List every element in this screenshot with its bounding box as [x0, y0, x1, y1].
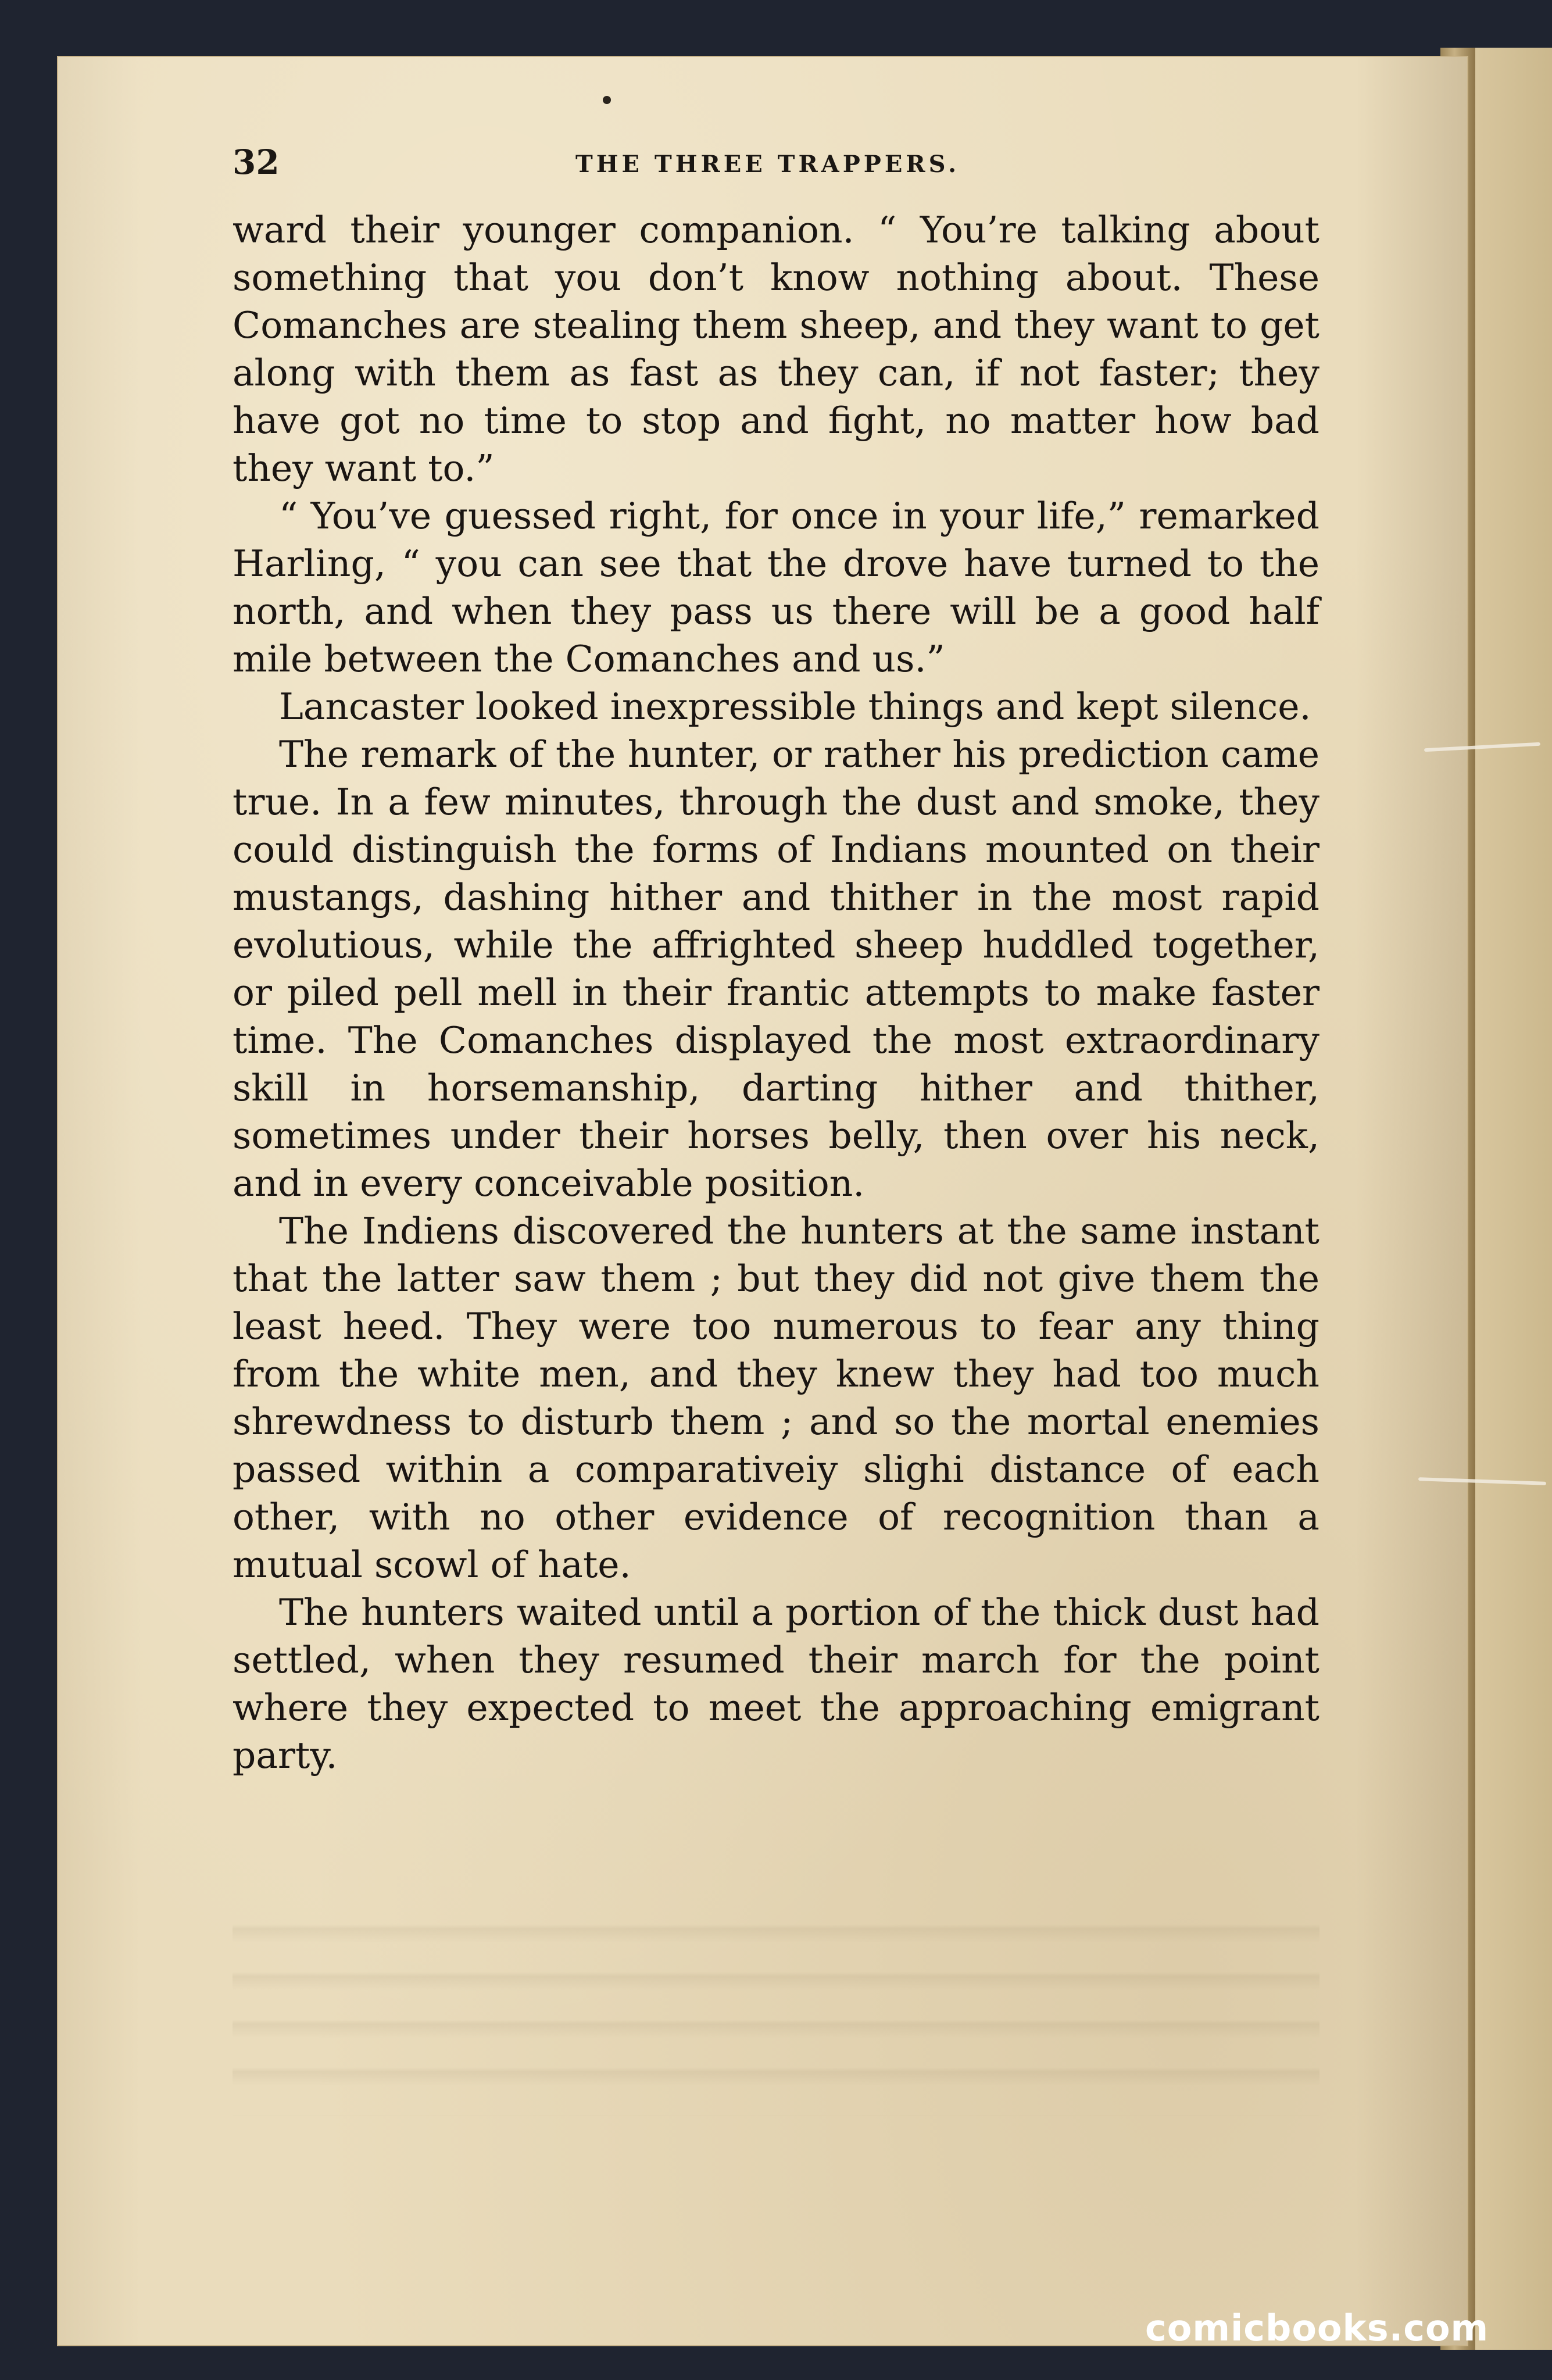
print-speck	[603, 96, 611, 104]
body-text	[233, 206, 1319, 1779]
show-through-text	[233, 1895, 1319, 2116]
page-number: 32	[233, 142, 280, 182]
paragraph: The hunters waited until a portion of the thick dust had settled, when they resumed their march for the point where they expected to meet the approaching emigrant party.	[233, 1591, 1319, 1777]
paragraph: “ You’ve guessed right, for once in your life,” remarked Harling, “ you can see that the drove have turned to the north, and when they pass us there will be a good half mile between the Comanches and us.”	[233, 495, 1319, 680]
running-title: THE THREE TRAPPERS.	[575, 151, 960, 178]
watermark: comicbooks.com	[1145, 2307, 1489, 2349]
paragraph: The Indiens discovered the hunters at the same instant that the latter saw them ; but they did not give them the least heed. They were too numerous to fear any thing from the white men, and they knew they had too much shrewdness to disturb them ; and so the mortal enemies passed within a comparativeiy slighi distance of each other, with no other evidence of recognition than a mutual scowl of hate.	[233, 1210, 1319, 1586]
paragraph: ward their younger companion. “ You’re talking about something that you don’t know nothing about. These Comanches are stealing them sheep, and they want to get along with them as fast as they can, if not faster; they have got no time to stop and fight, no matter how bad they want to.”	[233, 209, 1319, 489]
paragraph: The remark of the hunter, or rather his prediction came true. In a few minutes, through the dust and smoke, they could distinguish the forms of Indians mounted on their mustangs, dashing hither and thither in the most rapid evolutious, while the affrighted sheep huddled together, or piled pell mell in their frantic attempts to make faster time. The Comanches displayed the most extraordinary skill in horsemanship, darting hither and thither, sometimes under their horses belly, then over his neck, and in every conceivable position.	[233, 733, 1319, 1205]
facing-page-edge	[1475, 48, 1552, 2350]
page-header	[233, 142, 1319, 183]
paragraph: Lancaster looked inexpressible things and kept silence.	[279, 685, 1311, 728]
